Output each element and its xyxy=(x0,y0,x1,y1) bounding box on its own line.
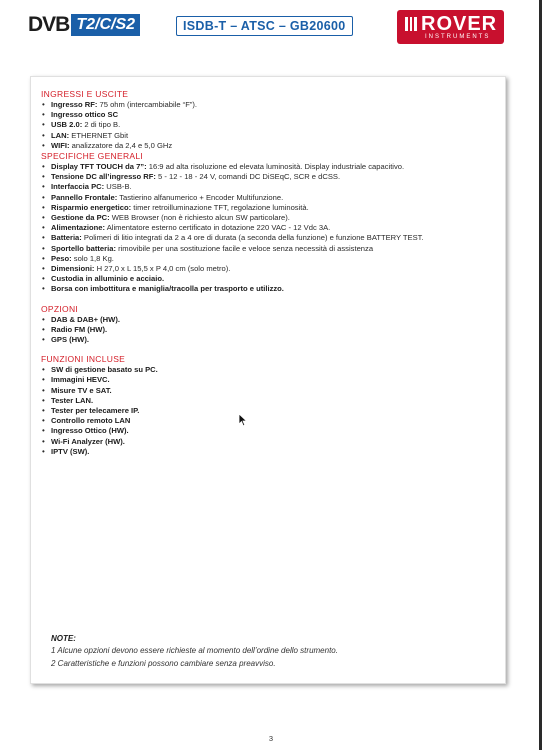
list-item xyxy=(41,254,501,264)
list-item xyxy=(41,193,501,203)
mouse-pointer-icon xyxy=(238,413,248,427)
spec-sheet-card xyxy=(30,76,506,684)
notes-block xyxy=(51,633,491,670)
item-label: Tensione DC all’ingresso RF: xyxy=(51,172,156,182)
item-label: Interfaccia PC: xyxy=(51,182,105,192)
item-label: Tester LAN. xyxy=(51,395,94,405)
item-label: Display TFT TOUCH da 7”: xyxy=(51,162,147,172)
rover-logo-word: ROVER xyxy=(421,13,498,35)
list-item xyxy=(41,223,501,233)
list-item xyxy=(41,325,501,335)
item-text: 2 di tipo B. xyxy=(82,120,121,130)
item-text: analizzatore da 2,4 e 5,0 GHz xyxy=(69,140,173,150)
note-line-1: 1 Alcune opzioni devono essere richieste al momento dell’ordine dello strumento. xyxy=(51,646,338,655)
item-label: Ingresso ottico SC xyxy=(51,110,119,120)
item-label: Immagini HEVC. xyxy=(51,375,110,385)
rover-logo xyxy=(397,10,504,44)
item-label: Wi-Fi Analyzer (HW). xyxy=(51,436,125,446)
dvb-logo-text: DVB xyxy=(28,13,70,36)
list-item xyxy=(41,110,501,120)
item-label: Radio FM (HW). xyxy=(51,324,108,334)
item-label: SW di gestione basato su PC. xyxy=(51,365,158,375)
item-label: Ingresso RF: xyxy=(51,100,98,109)
item-label: Dimensioni: xyxy=(51,264,95,274)
list-item xyxy=(41,386,501,396)
item-label: DAB & DAB+ (HW). xyxy=(51,314,120,324)
list-item xyxy=(41,437,501,447)
item-text: timer retroilluminazione TFT, regolazione luminosità. xyxy=(131,202,309,212)
list-item xyxy=(41,213,501,223)
list-item xyxy=(41,172,501,182)
section-title-functions: FUNZIONI INCLUSE xyxy=(41,354,126,365)
options-list xyxy=(41,315,501,346)
item-label: Gestione da PC: xyxy=(51,213,110,223)
item-label: WIFI: xyxy=(51,140,70,150)
item-text: Alimentatore esterno certificato in dotazione 220 VAC - 12 Vdc 3A. xyxy=(105,223,331,233)
list-item xyxy=(41,375,501,385)
list-item xyxy=(41,426,501,436)
dvb-logo xyxy=(28,14,140,36)
item-label: Batteria: xyxy=(51,233,82,243)
item-text: rimovibile per una sostituzione facile e veloce senza necessità di assistenza xyxy=(115,243,374,253)
item-label: Pannello Frontale: xyxy=(51,192,118,202)
list-item xyxy=(41,406,501,416)
item-text: 75 ohm (intercambiabile “F”). xyxy=(97,100,198,109)
functions-list xyxy=(41,365,501,457)
list-item xyxy=(41,396,501,406)
list-item xyxy=(41,100,501,110)
page-number: 3 xyxy=(268,734,274,743)
list-item xyxy=(41,182,501,192)
list-item xyxy=(41,233,501,243)
item-label: Risparmio energetico: xyxy=(51,202,132,212)
item-label: Alimentazione: xyxy=(51,223,106,233)
io-list xyxy=(41,100,501,151)
isdb-standards-logo: ISDB-T – ATSC – GB20600 xyxy=(176,16,353,36)
list-item xyxy=(41,315,501,325)
list-item xyxy=(41,141,501,151)
dvb-standards-label: T2/C/S2 xyxy=(71,14,140,36)
item-text: 5 - 12 - 18 - 24 V, comandi DC DiSEqC, SCR e dCSS. xyxy=(155,172,341,182)
section-title-general: SPECIFICHE GENERALI xyxy=(41,151,144,162)
rover-logo-sub: INSTRUMENTS xyxy=(425,34,491,40)
item-label: IPTV (SW). xyxy=(51,446,90,456)
item-text: ETHERNET Gbit xyxy=(69,130,129,140)
item-text: USB-B. xyxy=(104,182,132,192)
list-item xyxy=(41,335,501,345)
item-label: Misure TV e SAT. xyxy=(51,385,112,395)
item-text: H 27,0 x L 15,5 x P 4,0 cm (solo metro). xyxy=(94,264,231,274)
item-label: Ingresso Ottico (HW). xyxy=(51,426,129,436)
item-label: Controllo remoto LAN xyxy=(51,416,131,426)
item-text: WEB Browser (non è richiesto alcun SW particolare). xyxy=(109,213,290,223)
list-item xyxy=(41,447,501,457)
spec-content xyxy=(41,89,501,457)
item-label: GPS (HW). xyxy=(51,335,89,345)
item-label: Borsa con imbottitura e maniglia/tracolla per trasporto e utilizzo. xyxy=(51,284,284,294)
page-header xyxy=(0,0,542,44)
list-item xyxy=(41,203,501,213)
notes-title: NOTE: xyxy=(51,634,76,643)
list-item xyxy=(41,264,501,274)
list-item xyxy=(41,365,501,375)
item-label: Custodia in alluminio e acciaio. xyxy=(51,274,165,284)
general-list xyxy=(41,162,501,295)
item-label: Peso: xyxy=(51,253,72,263)
item-text: solo 1,8 Kg. xyxy=(71,253,114,263)
list-item xyxy=(41,131,501,141)
list-item xyxy=(41,120,501,130)
note-line-2: 2 Caratteristiche e funzioni possono cambiare senza preavviso. xyxy=(51,659,276,668)
list-item xyxy=(41,284,501,294)
item-text: Polimeri di litio integrati da 2 a 4 ore di durata (a seconda della funzione) e funzione BATTERY TEST. xyxy=(81,233,424,243)
item-label: USB 2.0: xyxy=(51,120,83,130)
item-label: Sportello batteria: xyxy=(51,243,116,253)
item-label: Tester per telecamere IP. xyxy=(51,406,140,416)
list-item xyxy=(41,162,501,172)
rover-bars-icon xyxy=(405,17,419,31)
item-text: Tastierino alfanumerico + Encoder Multifunzione. xyxy=(117,192,284,202)
section-title-options: OPZIONI xyxy=(41,303,79,314)
list-item xyxy=(41,274,501,284)
list-item xyxy=(41,416,501,426)
item-text: 16:9 ad alta risoluzione ed elevata luminosità. Display industriale capacitivo. xyxy=(146,162,405,172)
section-title-io: INGRESSI E USCITE xyxy=(41,89,129,99)
item-label: LAN: xyxy=(51,130,70,140)
list-item xyxy=(41,244,501,254)
